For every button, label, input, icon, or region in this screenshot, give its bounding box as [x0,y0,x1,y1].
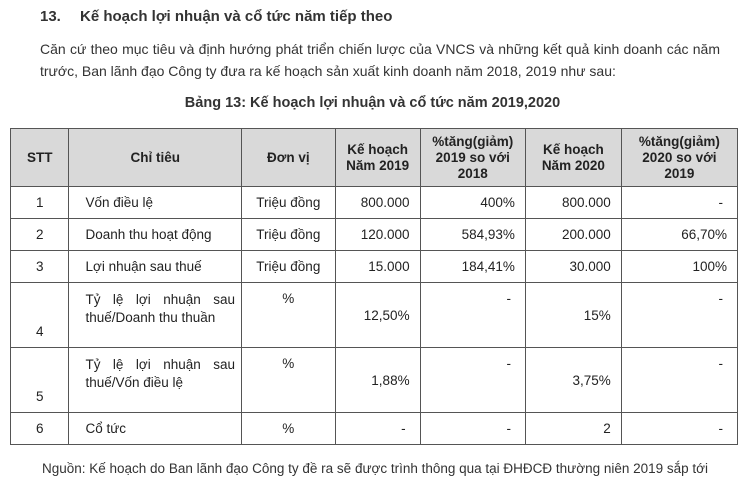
row-indicator: Cổ tức [69,413,242,445]
table-row [11,348,738,413]
row-indicator: Tỷ lệ lợi nhuận sau thuế/Doanh thu thuần [69,283,242,348]
table-row [11,251,738,283]
table-row [11,187,738,219]
row-pct-2020: - [621,187,737,219]
row-pct-2020: - [621,348,737,413]
header-pct-2020: %tăng(giảm) 2020 so với 2019 [621,129,737,187]
row-plan-2019: 120.000 [335,219,420,251]
row-pct-2019: 400% [420,187,525,219]
row-pct-2019: 184,41% [420,251,525,283]
row-unit: % [241,283,335,348]
row-plan-2019: - [335,413,420,445]
row-indicator: Doanh thu hoạt động [69,219,242,251]
header-stt: STT [11,129,69,187]
row-plan-2019: 800.000 [335,187,420,219]
table-title: Bảng 13: Kế hoạch lợi nhuận và cổ tức năm 2019,2020 [184,95,561,111]
row-unit: % [241,348,335,413]
row-pct-2020: - [621,413,737,445]
row-indicator: Lợi nhuận sau thuế [69,251,242,283]
row-stt: 1 [11,187,69,219]
plan-table [10,128,738,445]
row-indicator: Tỷ lệ lợi nhuận sau thuế/Vốn điều lệ [69,348,242,413]
table-row [11,219,738,251]
row-stt: 5 [11,348,69,413]
section-heading [40,8,392,25]
row-plan-2019: 15.000 [335,251,420,283]
intro-paragraph: Căn cứ theo mục tiêu và định hướng phát triển chiến lược của VNCS và những kết quả kinh doanh các năm trước, Ban lãnh đạo Công ty đưa ra kế hoạch sản xuất kinh doanh năm 2018, 2019 như sau: [40,41,720,79]
row-unit: % [241,413,335,445]
header-indicator: Chỉ tiêu [69,129,242,187]
row-indicator: Vốn điều lệ [69,187,242,219]
row-pct-2020: 66,70% [621,219,737,251]
section-title: Kế hoạch lợi nhuận và cổ tức năm tiếp theo [80,8,393,25]
header-plan-2020: Kế hoạch Năm 2020 [525,129,621,187]
row-stt: 2 [11,219,69,251]
row-plan-2020: 800.000 [525,187,621,219]
row-unit: Triệu đồng [241,219,335,251]
row-pct-2019: - [420,283,525,348]
row-unit: Triệu đồng [241,187,335,219]
row-plan-2020: 30.000 [525,251,621,283]
header-unit: Đơn vị [241,129,335,187]
section-number: 13. [40,8,61,25]
row-unit: Triệu đồng [241,251,335,283]
table-row [11,413,738,445]
row-pct-2019: 584,93% [420,219,525,251]
header-plan-2019: Kế hoạch Năm 2019 [335,129,420,187]
row-pct-2019: - [420,348,525,413]
table-row [11,283,738,348]
row-stt: 6 [11,413,69,445]
row-plan-2020: 200.000 [525,219,621,251]
table-header-row [11,129,738,187]
row-plan-2020: 15% [525,283,621,348]
row-pct-2019: - [420,413,525,445]
row-pct-2020: 100% [621,251,737,283]
row-stt: 3 [11,251,69,283]
row-stt: 4 [11,283,69,348]
row-plan-2020: 2 [525,413,621,445]
row-plan-2019: 1,88% [335,348,420,413]
row-plan-2020: 3,75% [525,348,621,413]
header-pct-2019: %tăng(giảm) 2019 so với 2018 [420,129,525,187]
row-pct-2020: - [621,283,737,348]
source-note: Nguồn: Kế hoạch do Ban lãnh đạo Công ty đề ra sẽ được trình thông qua tại ĐHĐCĐ thường niên 2019 sắp tới [41,461,709,476]
row-plan-2019: 12,50% [335,283,420,348]
